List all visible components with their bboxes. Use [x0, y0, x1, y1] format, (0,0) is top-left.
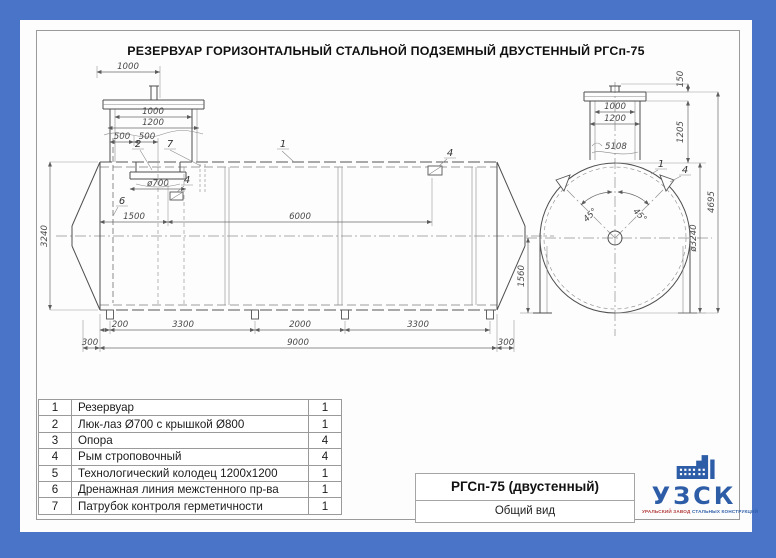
part-qty: 1 [309, 465, 342, 481]
callout-4-right: 4 [446, 148, 454, 159]
end-callout-4: 4 [681, 165, 689, 176]
drawing-title: РЕЗЕРВУАР ГОРИЗОНТАЛЬНЫЙ СТАЛЬНОЙ ПОДЗЕМНЫЙ ДВУСТЕННЫЙ РГСп-75 [127, 44, 645, 58]
end-dim-1200: 1200 [604, 114, 626, 124]
part-name: Патрубок контроля герметичности [72, 498, 309, 514]
model-designation: РГСп-75 (двустенный) [416, 474, 634, 501]
dim-300-right: 300 [497, 338, 515, 348]
logo-subtitle-left: УРАЛЬСКИЙ ЗАВОД [642, 509, 691, 515]
side-rym-right [428, 166, 442, 175]
dim-top-1000: 1000 [117, 62, 139, 72]
part-qty: 4 [309, 449, 342, 465]
side-callouts [113, 139, 456, 216]
angle-45-right: 45° [630, 206, 649, 225]
part-qty: 1 [309, 416, 342, 432]
logo-subtitle-right: СТАЛЬНЫХ КОНСТРУКЦИЙ [691, 509, 759, 515]
dim-3300-right: 3300 [407, 320, 429, 330]
part-number: 5 [39, 465, 72, 481]
end-dim-4695: 4695 [707, 191, 717, 213]
end-dim-dia-3240: ø3240 [689, 224, 699, 252]
end-dim-5108: 5108 [605, 142, 627, 152]
table-row [39, 449, 342, 465]
table-row [39, 400, 342, 416]
end-dim-150: 150 [676, 70, 686, 88]
dim-well-1200: 1200 [142, 118, 164, 128]
callout-1: 1 [279, 139, 287, 150]
side-view [40, 62, 554, 352]
callout-6: 6 [118, 196, 126, 207]
dim-500-right: 500 [138, 132, 156, 142]
part-name: Рым строповочный [72, 449, 309, 465]
dim-200: 200 [111, 320, 129, 330]
end-callout-1: 1 [657, 159, 665, 170]
logo-subtitle [642, 509, 759, 515]
dim-500-left: 500 [113, 132, 131, 142]
part-number: 6 [39, 481, 72, 497]
dim-1500: 1500 [123, 212, 145, 222]
view-name: Общий вид [494, 505, 556, 517]
table-row [39, 416, 342, 432]
part-number: 3 [39, 432, 72, 448]
part-name: Люк-лаз Ø700 с крышкой Ø800 [72, 416, 309, 432]
part-qty: 1 [309, 481, 342, 497]
part-number: 7 [39, 498, 72, 514]
dim-well-1000: 1000 [142, 107, 164, 117]
parts-table [38, 399, 342, 515]
dim-3300-left: 3300 [172, 320, 194, 330]
dim-manhole-700: ø700 [147, 179, 169, 189]
part-qty: 4 [309, 432, 342, 448]
dim-300-left: 300 [81, 338, 99, 348]
end-dim-1560: 1560 [517, 265, 527, 287]
factory-icon [672, 453, 716, 479]
part-qty: 1 [309, 400, 342, 416]
table-row [39, 465, 342, 481]
part-number: 2 [39, 416, 72, 432]
part-name: Резервуар [72, 400, 309, 416]
title-block [415, 473, 635, 523]
part-number: 4 [39, 449, 72, 465]
angle-45-left: 45° [581, 206, 600, 225]
end-view [517, 70, 718, 336]
logo-abbr: УЗСК [651, 482, 737, 510]
callout-2: 2 [134, 139, 142, 150]
side-dimensions [40, 62, 515, 352]
side-supports [107, 310, 494, 319]
part-name: Технологический колодец 1200х1200 [72, 465, 309, 481]
table-row [39, 498, 342, 514]
callout-4-left: 4 [183, 175, 191, 186]
dim-2000: 2000 [289, 320, 311, 330]
table-row [39, 432, 342, 448]
company-logo [642, 453, 759, 516]
end-dim-1000: 1000 [604, 102, 626, 112]
part-number: 1 [39, 400, 72, 416]
dim-6000: 6000 [289, 212, 311, 222]
end-dim-1205: 1205 [676, 121, 686, 143]
table-row [39, 481, 342, 497]
part-name: Опора [72, 432, 309, 448]
dim-3240: 3240 [40, 225, 50, 247]
part-qty: 1 [309, 498, 342, 514]
dim-9000: 9000 [287, 338, 309, 348]
part-name: Дренажная линия межстенного пр-ва [72, 481, 309, 497]
callout-7: 7 [166, 139, 174, 150]
drawing-sheet [20, 20, 759, 532]
